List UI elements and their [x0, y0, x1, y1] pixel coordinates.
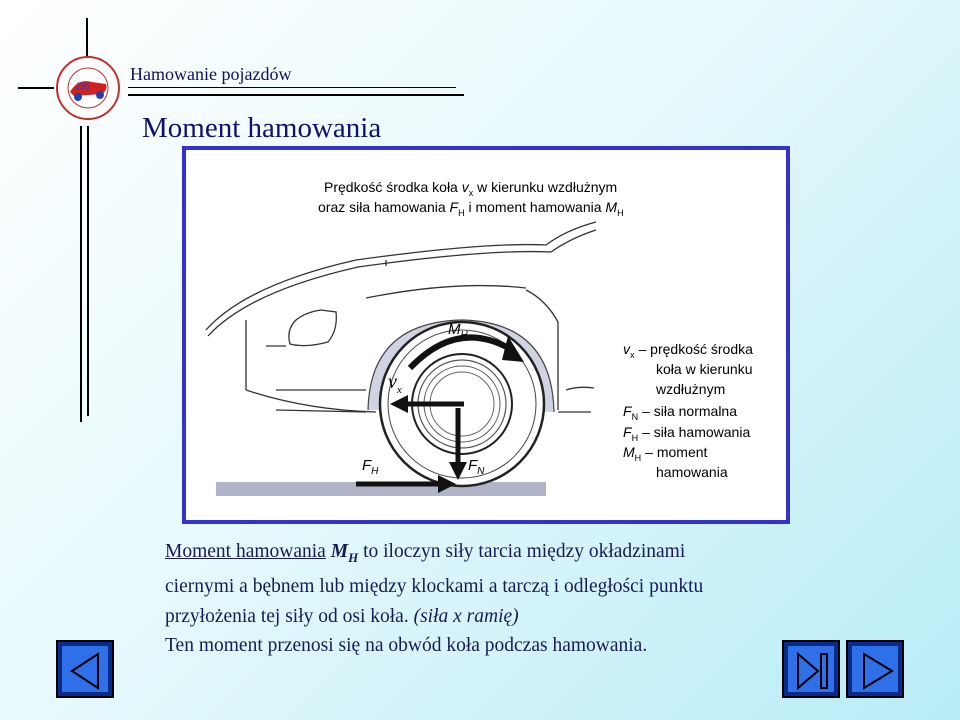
label-mh: $M_H$: [448, 321, 468, 341]
legend-line-1: $v_x$ – prędkość środka: [623, 341, 753, 360]
next-slide-button[interactable]: [846, 640, 904, 698]
legend-line-4: $F_N$ – siła normalna: [623, 403, 737, 422]
term-link[interactable]: Moment hamowania: [165, 541, 326, 562]
triangle-right-icon: [864, 654, 892, 688]
label-vx: $v_x$: [388, 371, 402, 396]
header-rule-horizontal-1: [128, 87, 456, 88]
braking-diagram: [182, 146, 790, 524]
legend-line-5: $F_H$ – siła hamowania: [623, 424, 751, 443]
header-title: Hamowanie pojazdów: [130, 64, 292, 84]
svg-text:ZSS: ZSS: [76, 81, 91, 91]
header-rule-vertical-2: [80, 126, 82, 422]
body-line-4: Ten moment przenosi się na obwód koła podczas hamowania.: [165, 635, 648, 657]
school-logo: [56, 56, 120, 120]
body-line-3: przyłożenia tej siły od osi koła. (siła x ramię): [165, 605, 519, 627]
symbol-mh: $M_H$: [330, 541, 359, 565]
legend-line-3: wzdłużnym: [656, 381, 726, 397]
last-slide-button[interactable]: [782, 640, 840, 698]
header-rule-horizontal-2: [128, 94, 464, 96]
label-fn: $F_N$: [468, 457, 485, 477]
figure-caption-line2: oraz siła hamowania $F_H$ i moment hamowania $M_H$: [318, 199, 624, 218]
skip-end-icon: [798, 654, 818, 688]
legend-line-6: $M_H$ – moment: [623, 444, 708, 463]
legend: [623, 341, 753, 480]
header-rule-vertical-1: [86, 18, 88, 58]
legend-line-7: hamowania: [656, 464, 728, 480]
body-line-2: ciernymi a bębnem lub między klockami a tarczą i odległości punktu: [165, 576, 704, 598]
header-rule-horizontal-left: [18, 87, 54, 89]
header-rule-vertical-3: [87, 126, 89, 416]
triangle-left-icon: [72, 654, 98, 688]
slide-title: Moment hamowania: [142, 112, 382, 144]
body-line-1: Moment hamowania $M_H$ to iloczyn siły tarcia między okładzinami: [165, 541, 686, 565]
previous-slide-button[interactable]: [56, 640, 114, 698]
figure-caption-line1: Prędkość środka koła $v_x$ w kierunku wzdłużnym: [324, 179, 618, 198]
legend-line-2: koła w kierunku: [656, 361, 753, 377]
label-fh: $F_H$: [362, 457, 379, 477]
